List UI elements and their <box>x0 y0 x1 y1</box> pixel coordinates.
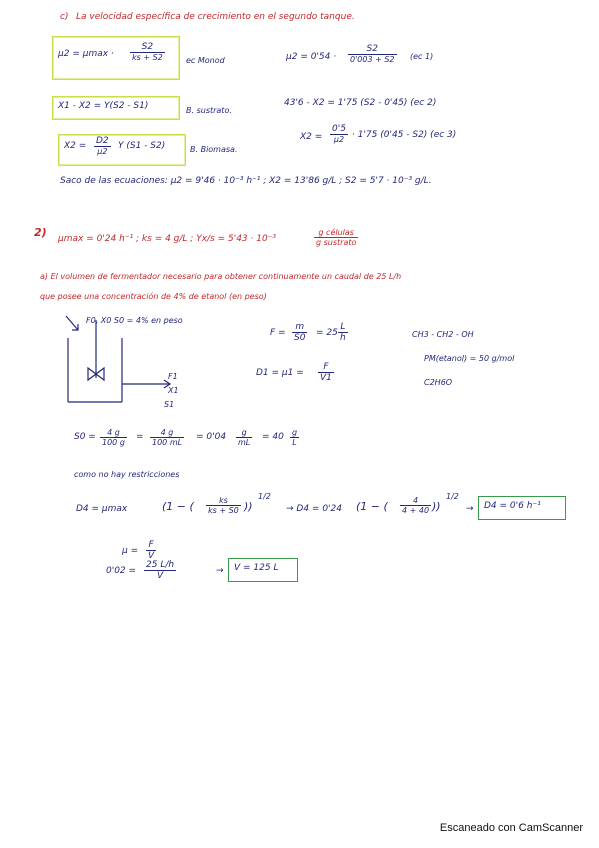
dmax-mid: → D4 = 0'24 <box>286 504 342 514</box>
flow-eq: = 25 <box>316 328 338 338</box>
eq1-tag: (ec 1) <box>410 52 434 61</box>
s0-lhs: S0 = <box>74 432 96 442</box>
flow-unit <box>338 322 348 343</box>
dilution-fraction <box>318 362 334 383</box>
flow-unit-numerator: L <box>338 322 348 333</box>
restrictions-note: como no hay restricciones <box>74 470 180 479</box>
eq1-lhs: μ2 = μmax · <box>58 49 114 59</box>
eq1-right-denominator: 0'003 + S2 <box>350 55 395 64</box>
s0-fraction-1 <box>100 428 127 447</box>
section-label: c) <box>60 12 69 22</box>
eq1-numerator: S2 <box>130 42 165 53</box>
yield-unit <box>314 228 358 247</box>
dmax2-close: )) <box>432 500 441 513</box>
eq3-numerator: D2 <box>96 136 109 146</box>
s0-f4-den: L <box>292 438 297 447</box>
s0-f3-den: mL <box>238 438 251 447</box>
dilution-numerator: F <box>318 362 334 373</box>
eq3-right-lhs: X2 = <box>300 132 323 142</box>
tank-outlet-F: F1 <box>168 372 178 381</box>
tank-inlet-label: F0, X0 S0 = 4% en peso <box>86 316 183 325</box>
ethanol-molar-mass: PM(etanol) = 50 g/mol <box>424 354 515 363</box>
s0-f3-num: g <box>236 428 252 438</box>
eq3-denominator: μ2 <box>97 147 108 156</box>
s0-fraction-4 <box>290 428 299 447</box>
problem-2-data: μmax = 0'24 h⁻¹ ; ks = 4 g/L ; Yx/s = 5'43 · 10⁻³ <box>58 234 277 244</box>
flow-numerator: m <box>292 322 307 333</box>
final-denominator: V <box>156 571 164 581</box>
dmax-close: )) <box>244 500 253 513</box>
flow-lhs: F = <box>270 328 286 338</box>
s0-fraction-2 <box>150 428 184 447</box>
eq2-note: B. sustrato. <box>186 106 232 115</box>
s0-end: = 40 <box>262 432 284 442</box>
dmax2-frac-den: 4 + 40 <box>402 506 430 515</box>
problem-2-label: 2) <box>34 226 47 239</box>
eq3-right-rest: · 1'75 (0'45 - S2) (ec 3) <box>352 130 457 140</box>
dmax-fraction <box>206 496 241 515</box>
final-result: V = 125 L <box>234 563 279 573</box>
fermenter-diagram <box>60 312 260 412</box>
yield-unit-numerator: g células <box>314 228 358 238</box>
part-a-text-line1: a) El volumen de fermentador necesario para obtener continuamente un caudal de 25 L/h <box>40 272 402 281</box>
final-arrow: → <box>216 566 224 576</box>
dilution-lhs: D1 = μ1 = <box>256 368 304 378</box>
dmax-arrow: → <box>466 504 474 514</box>
mu-numerator: F <box>146 540 156 551</box>
s0-f4-num: g <box>292 428 298 437</box>
part-a-text-line2: que posee una concentración de 4% de etanol (en peso) <box>40 292 267 301</box>
ethanol-formula: CH3 - CH2 - OH <box>412 330 474 339</box>
eq1-right-fraction <box>348 44 397 64</box>
s0-f2-den: 100 mL <box>152 438 183 447</box>
mu-denominator: V <box>148 551 155 561</box>
ethanol-molecular-formula: C2H6O <box>424 378 453 387</box>
eq3-right-numerator: 0'5 <box>332 124 346 134</box>
eq3-right-fraction <box>330 124 348 144</box>
tank-outlet-S: S1 <box>164 400 175 409</box>
final-lhs: 0'02 = <box>106 566 137 576</box>
eq2: X1 - X2 = Y(S2 - S1) <box>58 101 149 111</box>
eq3-fraction <box>94 136 111 156</box>
tank-outlet-X: X1 <box>168 386 179 395</box>
dmax2-exponent: 1/2 <box>446 492 459 501</box>
dmax2-open: (1 − ( <box>356 500 388 513</box>
dilution-denominator: V1 <box>320 373 332 383</box>
eq2-right: 43'6 - X2 = 1'75 (S2 - 0'45) (ec 2) <box>284 98 437 108</box>
mu-lhs: μ = <box>122 546 139 556</box>
result-line: Saco de las ecuaciones: μ2 = 9'46 · 10⁻³ h⁻¹ ; X2 = 13'86 g/L ; S2 = 5'7 · 10⁻³ g/L. <box>60 176 432 186</box>
s0-mid: = 0'04 <box>196 432 227 442</box>
eq1-right-lhs: μ2 = 0'54 · <box>286 52 337 62</box>
mu-fraction <box>146 540 156 561</box>
flow-unit-denominator: h <box>340 333 346 343</box>
s0-fraction-3 <box>236 428 252 447</box>
eq3-right-denominator: μ2 <box>333 135 345 144</box>
flow-fraction <box>292 322 307 343</box>
eq3-lhs: X2 = <box>64 141 87 151</box>
final-fraction <box>144 560 176 581</box>
eq1-right-numerator: S2 <box>348 44 397 55</box>
dmax-exponent: 1/2 <box>258 492 271 501</box>
section-heading: La velocidad específica de crecimiento en el segundo tanque. <box>76 12 355 22</box>
s0-f1-num: 4 g <box>100 428 127 438</box>
dmax-fraction-2 <box>400 496 431 515</box>
flow-denominator: S0 <box>294 333 306 343</box>
dmax-frac-num: ks <box>206 496 241 506</box>
eq3-rest: Y (S1 - S2) <box>118 141 166 151</box>
final-numerator: 25 L/h <box>146 560 175 570</box>
camscanner-footer: Escaneado con CamScanner <box>439 822 583 834</box>
dmax-frac-den: ks + S0 <box>208 506 239 515</box>
eq1-denominator: ks + S2 <box>132 53 163 62</box>
s0-f1-den: 100 g <box>102 438 125 447</box>
dmax-lhs: D4 = μmax <box>76 504 128 514</box>
dmax-open: (1 − ( <box>162 500 194 513</box>
yield-unit-denominator: g sustrato <box>316 238 357 247</box>
eq3-note: B. Biomasa. <box>190 145 238 154</box>
eq1-note: ec Monod <box>186 56 225 65</box>
s0-eq: = <box>136 432 144 442</box>
s0-f2-num: 4 g <box>150 428 184 438</box>
dmax-result: D4 = 0'6 h⁻¹ <box>484 501 541 511</box>
dmax2-frac-num: 4 <box>400 496 431 506</box>
eq1-fraction <box>130 42 165 62</box>
